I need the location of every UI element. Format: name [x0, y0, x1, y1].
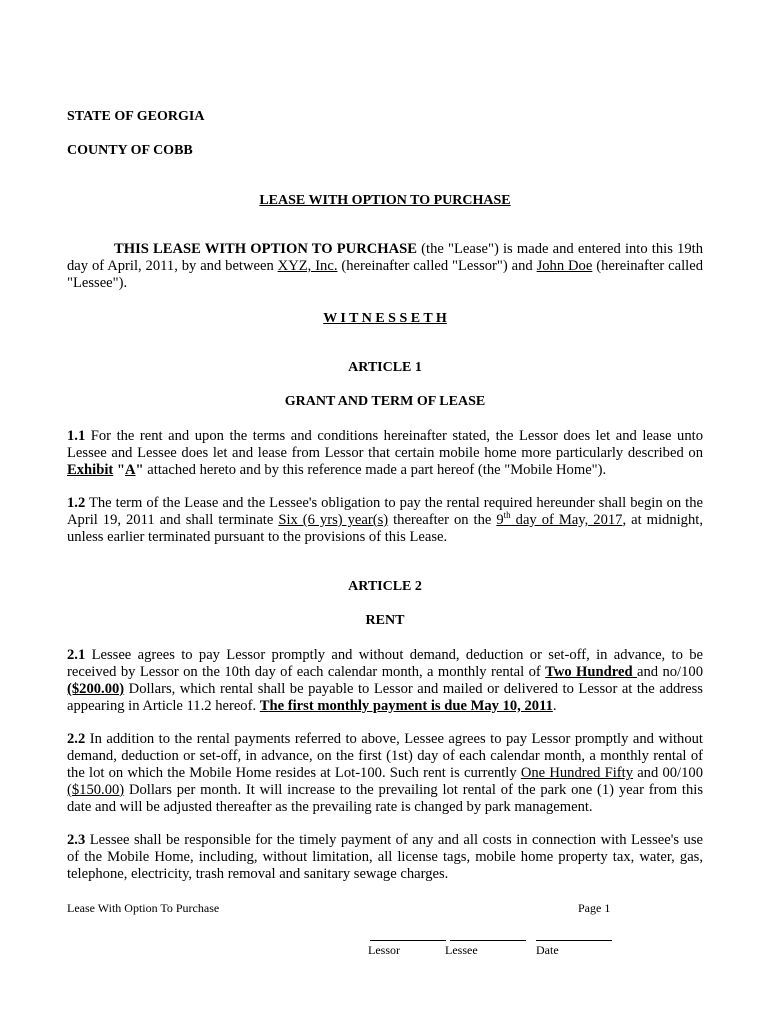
- lot-rent-amount-words: One Hundred Fifty: [520, 764, 633, 781]
- article-1-subheading: GRANT AND TERM OF LEASE: [284, 394, 486, 409]
- clause-text-2: thereafter on the: [388, 511, 497, 528]
- clause-text: The term of the Lease and the Lessee's obligation to pay the rental required hereunder shall begin on the April 19, 2011 and shall terminate: [67, 495, 703, 528]
- intro-text-1: (the "Lease") is made and entered into this: [417, 241, 678, 257]
- end-date: [496, 509, 623, 528]
- date-signature-label: Date: [536, 943, 559, 957]
- date-signature-line: [536, 940, 612, 941]
- clause-text: Lessee agrees to pay Lessor promptly and without demand, deduction or set-off, in advance, to be received by Lessor on the 10th day of each calendar month, a monthly rental of: [67, 647, 703, 680]
- end-date-rest: day of May, 2017: [510, 511, 623, 528]
- footer-page-number: Page 1: [578, 901, 611, 915]
- clause-number: 2.1: [67, 647, 86, 663]
- lessor-signature-line: [370, 940, 446, 941]
- lessor-signature-label: Lessor: [368, 943, 400, 957]
- lease-term: Six (6 yrs) year(s): [278, 511, 389, 528]
- clause-text-end: attached hereto and by this reference made a part hereof (the "Mobile Home").: [143, 461, 607, 478]
- lessee-signature-line: [450, 940, 526, 941]
- clause-text: For the rent and upon the terms and conditions hereinafter stated, the Lessor does let and lease unto Lessee and Lessee does let and lease from Lessor that certain mobile home more particularly described on: [67, 428, 703, 461]
- footer-document-name: Lease With Option To Purchase: [67, 901, 220, 915]
- clause-number: 1.2: [67, 495, 86, 511]
- witnesseth-heading: [0, 311, 770, 327]
- clause-number: 2.3: [67, 832, 86, 848]
- exhibit-quote-open: ": [113, 461, 125, 478]
- clause-text-2: and no/100: [636, 663, 703, 680]
- clause-text: In addition to the rental payments referred to above, Lessee agrees to pay Lessor promptly and without demand, deduction or set-off, in advance, on the first (1st) day of each calendar month, a monthly rental of the lot on which the Mobile Home resides at Lot-100. Such rent is currently: [67, 731, 703, 781]
- clause-1-1: [67, 428, 703, 479]
- intro-paragraph: [67, 241, 703, 292]
- clause-text-end: Dollars per month. It will increase to the prevailing lot rental of the park one (1) year from this date and will be adjusted thereafter as the prevailing rate is changed by park management.: [67, 781, 703, 815]
- clause-number: 1.1: [67, 428, 86, 444]
- intro-day: 19th: [677, 241, 703, 257]
- lessee-name: John Doe: [536, 257, 593, 274]
- rent-amount-words: Two Hundred: [545, 663, 637, 680]
- clause-1-2: [67, 495, 703, 546]
- clause-text-3: Dollars, which rental shall be payable to Lessor and mailed or delivered to Lessor at the address appearing in Article 11.2 hereof.: [67, 680, 703, 714]
- clause-text: Lessee shall be responsible for the timely payment of any and all costs in connection with Lessee's use of the Mobile Home, including, without limitation, all license tags, mobile home property tax, water, gas, telephone, electricity, trash removal and sanitary sewage charges.: [67, 832, 703, 882]
- document-title-text: LEASE WITH OPTION TO PURCHASE: [259, 193, 511, 208]
- article-2-subheading: RENT: [365, 613, 405, 628]
- intro-text-4: (hereinafter called "Lessor") and: [337, 257, 537, 274]
- clause-2-3: [67, 832, 703, 883]
- end-day: 9: [496, 511, 504, 528]
- intro-text-3: , by and between: [174, 257, 278, 274]
- exhibit-letter: A: [125, 461, 136, 478]
- clause-number: 2.2: [67, 731, 86, 747]
- intro-month-year: April, 2011: [107, 257, 175, 274]
- clause-2-1: [67, 647, 703, 715]
- intro-text-2: day of: [67, 257, 108, 274]
- exhibit-label: Exhibit: [67, 461, 114, 478]
- article-1-heading: ARTICLE 1: [348, 360, 422, 375]
- end-day-suffix: th: [503, 509, 511, 520]
- intro-lead: THIS LEASE WITH OPTION TO PURCHASE: [114, 241, 418, 257]
- clause-text-end: , at midnight, unless earlier terminated pursuant to the provisions of this Lease.: [67, 511, 703, 545]
- county-heading: COUNTY OF COBB: [67, 143, 193, 158]
- rent-amount: ($200.00): [67, 680, 125, 697]
- state-heading: STATE OF GEORGIA: [67, 109, 205, 124]
- document-title: [0, 193, 770, 209]
- lessor-name: XYZ, Inc.: [277, 257, 338, 274]
- lessee-signature-label: Lessee: [445, 943, 478, 957]
- clause-text-2: and 00/100: [633, 764, 703, 781]
- article-2-heading: ARTICLE 2: [348, 579, 422, 594]
- clause-text-4: .: [552, 697, 557, 714]
- exhibit-quote-close: ": [135, 461, 144, 478]
- lot-rent-amount: ($150.00): [67, 781, 125, 798]
- clause-2-2: [67, 731, 703, 816]
- intro-text-5: (hereinafter called "Lessee").: [67, 257, 704, 291]
- witnesseth-text: W I T N E S S E T H: [323, 311, 447, 326]
- first-payment-note: The first monthly payment is due May 10, 2011: [259, 697, 553, 714]
